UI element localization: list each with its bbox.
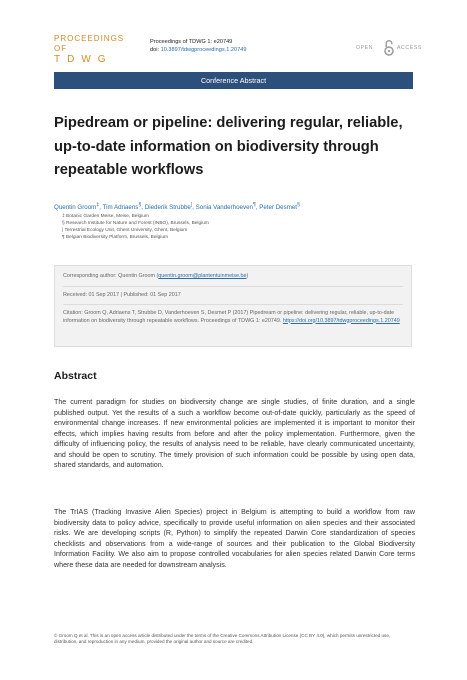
- open-access-badge: [355, 38, 423, 58]
- open-access-open: OPEN: [356, 45, 374, 51]
- doi-link[interactable]: 10.3897/tdwgproceedings.1.20749: [160, 47, 247, 53]
- author-name[interactable]: Diederik Strubbe: [144, 204, 191, 212]
- divider: [63, 304, 403, 305]
- publication-dates: Received: 01 Sep 2017 | Published: 01 Sep 2017: [63, 291, 181, 298]
- author-mark: §: [138, 202, 142, 208]
- author-list: Quentin Groom‡, Tim Adriaens§, Diederik Strubbe|, Sonia Vanderhoeven¶, Peter Desmet§: [54, 202, 300, 212]
- affiliation-item: ‡ Botanic Garden Meise, Meise, Belgium: [62, 214, 149, 219]
- citation: [63, 310, 403, 325]
- author-mark: ‡: [96, 202, 100, 208]
- citation-doi-link[interactable]: https://doi.org/10.3897/tdwgproceedings.1.20749: [282, 317, 400, 324]
- corresponding-author: [63, 273, 403, 281]
- article-type-banner: Conference Abstract: [54, 72, 413, 89]
- journal-info: [150, 38, 246, 54]
- author-mark: |: [190, 202, 193, 208]
- abstract-heading: Abstract: [54, 370, 97, 382]
- affiliation-item: ¶ Belgian Biodiversity Platform, Brussels, Belgium: [62, 235, 169, 240]
- author-mark: ¶: [252, 202, 256, 208]
- logo-top-text: PROCEEDINGS OF: [54, 34, 125, 53]
- abstract-paragraph: The current paradigm for studies on biodiversity change are single studies, of finite duration, and a single published output. Yet the results of a such a workflow become out-of-date quickly, particularly as the speed of environmental change increases. If new environmental policies are implemented it is important to monitor their effects, which implies having results from before and after the policy implementation. Furthermore, given the difficulty of influencing policy, the results of analysis need to be reliable, have clearly communicated uncertainty, and should be open to scrutiny. The timely provision of such information could be possible by using open data, shared standards, and automation.: [54, 398, 415, 470]
- journal-citation: Proceedings of TDWG 1: e20749: [150, 39, 233, 45]
- article-metadata-box: [54, 265, 412, 347]
- affiliation-item: § Research Institute for Nature and Forest (INBO), Brussels, Belgium: [62, 221, 209, 226]
- corresponding-label: Corresponding author: Quentin Groom (: [63, 273, 159, 279]
- page-header: [0, 0, 467, 66]
- open-lock-icon: [384, 39, 394, 56]
- affiliation-item: | Terrestrial Ecology Unit, Ghent University, Ghent, Belgium: [62, 228, 188, 233]
- affiliation-list: [62, 213, 362, 241]
- citation-text: Citation: Groom Q, Adriaens T, Strubbe D, Vanderhoeven S, Desmet P (2017) Pipedream or pipeline: delivering regular, reliable, up-to-date information on biodiversity through repeatable workflows. Proceedings of TDWG 1: e20749.: [63, 310, 395, 324]
- doi-prefix: doi:: [150, 47, 160, 53]
- author-name[interactable]: Sonia Vanderhoeven: [195, 204, 253, 212]
- author-name[interactable]: Tim Adriaens: [102, 204, 139, 212]
- doi-line: [150, 46, 246, 54]
- abstract-paragraph: The TrIAS (Tracking Invasive Alien Species) project in Belgium is attempting to build a workflow from raw biodiversity data to policy advice, specifically to provide useful information on alien species and their associated risks. We are developing scripts (R, Python) to simplify the repeated Darwin Core standardization of species checklists and observations from a wide-range of sources and their publication to the Global Biodiversity Information Facility. We also aim to propose controlled vocabularies for alien species related Darwin Core terms where these data are needed for downstream analysis.: [54, 508, 415, 569]
- author-mark: §: [297, 202, 300, 208]
- author-name[interactable]: Quentin Groom: [54, 204, 97, 212]
- article-title: Pipedream or pipeline: delivering regular, reliable, up-to-date information on biodiversity through repeatable workflows: [54, 115, 403, 178]
- author-name[interactable]: Peter Desmet: [259, 204, 298, 212]
- license-footer: © Groom Q et al. This is an open access article distributed under the terms of the Creative Commons Attribution License (CC BY 4.0), which permits unrestricted use, distribution, and reproduction in any medium, provided the original author and source are credited.: [54, 633, 391, 645]
- corresponding-email-link[interactable]: quentin.groom@plantentuinmeise.be: [158, 273, 247, 279]
- divider: [63, 286, 403, 287]
- corresponding-close: ): [246, 273, 249, 279]
- open-access-access: ACCESS: [397, 45, 422, 51]
- logo-bottom-text: TDWG: [54, 54, 113, 65]
- journal-logo[interactable]: [54, 34, 139, 65]
